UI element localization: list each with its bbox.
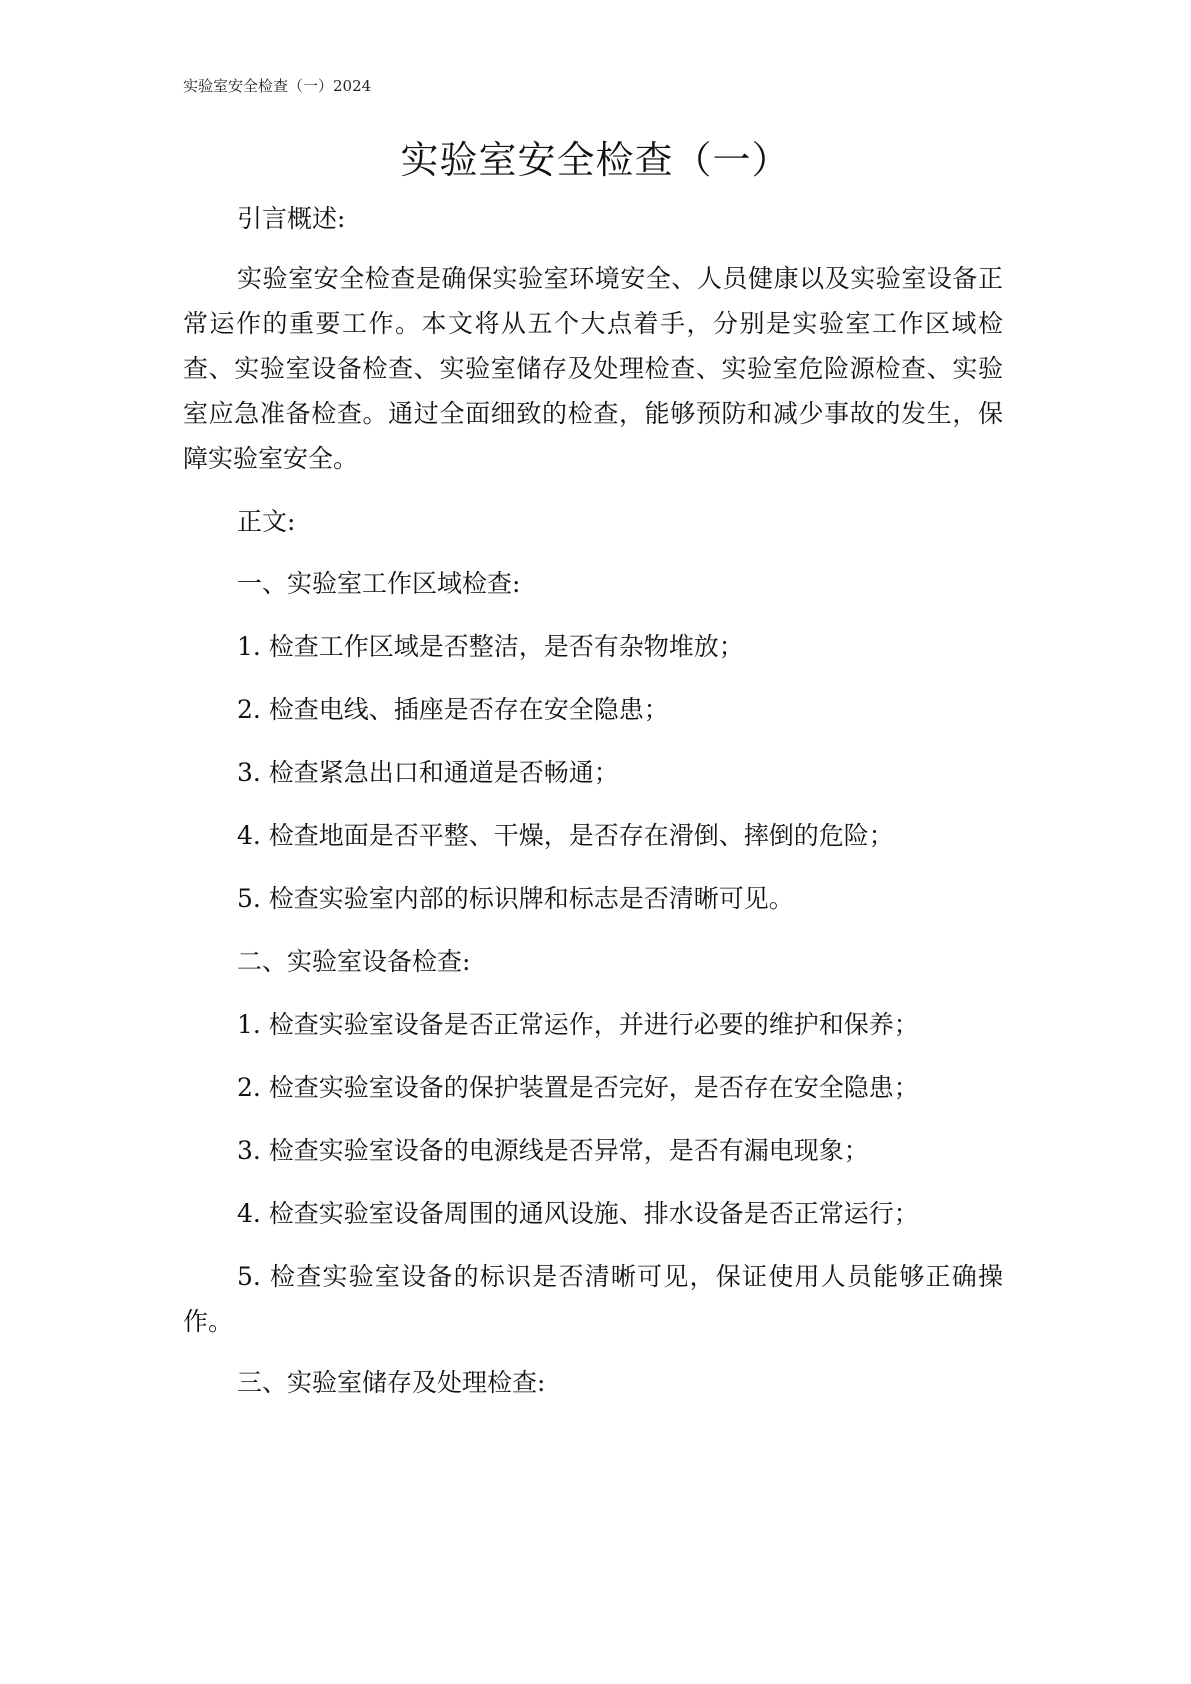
- section-2-item: 1. 检查实验室设备是否正常运作，并进行必要的维护和保养；: [237, 1010, 919, 1039]
- body-label: 正文:: [237, 507, 296, 536]
- running-header: 实验室安全检查（一）2024: [183, 77, 372, 95]
- section-1-item: 4. 检查地面是否平整、干燥，是否存在滑倒、摔倒的危险；: [237, 821, 894, 850]
- page-title: 实验室安全检查（一）: [400, 138, 791, 182]
- section-1-heading: 一、实验室工作区域检查:: [237, 569, 521, 598]
- section-1-item: 1. 检查工作区域是否整洁，是否有杂物堆放；: [237, 632, 744, 661]
- section-2-item: 4. 检查实验室设备周围的通风设施、排水设备是否正常运行；: [237, 1199, 919, 1228]
- intro-paragraph: 实验室安全检查是确保实验室环境安全、人员健康以及实验室设备正常运作的重要工作。本文将从五个大点着手，分别是实验室工作区域检查、实验室设备检查、实验室储存及处理检查、实验室危险源检查、实验室应急准备检查。通过全面细致的检查，能够预防和减少事故的发生，保障实验室安全。: [183, 264, 1003, 473]
- section-2-item: 2. 检查实验室设备的保护装置是否完好，是否存在安全隐患；: [237, 1073, 919, 1102]
- section-2-heading: 二、实验室设备检查:: [237, 947, 471, 976]
- section-2-item: 5. 检查实验室设备的标识是否清晰可见，保证使用人员能够正确操作。: [183, 1262, 1003, 1336]
- section-1-item: 5. 检查实验室内部的标识牌和标志是否清晰可见。: [237, 884, 794, 913]
- section-3-heading: 三、实验室储存及处理检查:: [237, 1368, 546, 1397]
- intro-label: 引言概述:: [237, 204, 346, 233]
- section-1-item: 2. 检查电线、插座是否存在安全隐患；: [237, 695, 669, 724]
- section-2-item: 3. 检查实验室设备的电源线是否异常，是否有漏电现象；: [237, 1136, 869, 1165]
- section-1-item: 3. 检查紧急出口和通道是否畅通；: [237, 758, 619, 787]
